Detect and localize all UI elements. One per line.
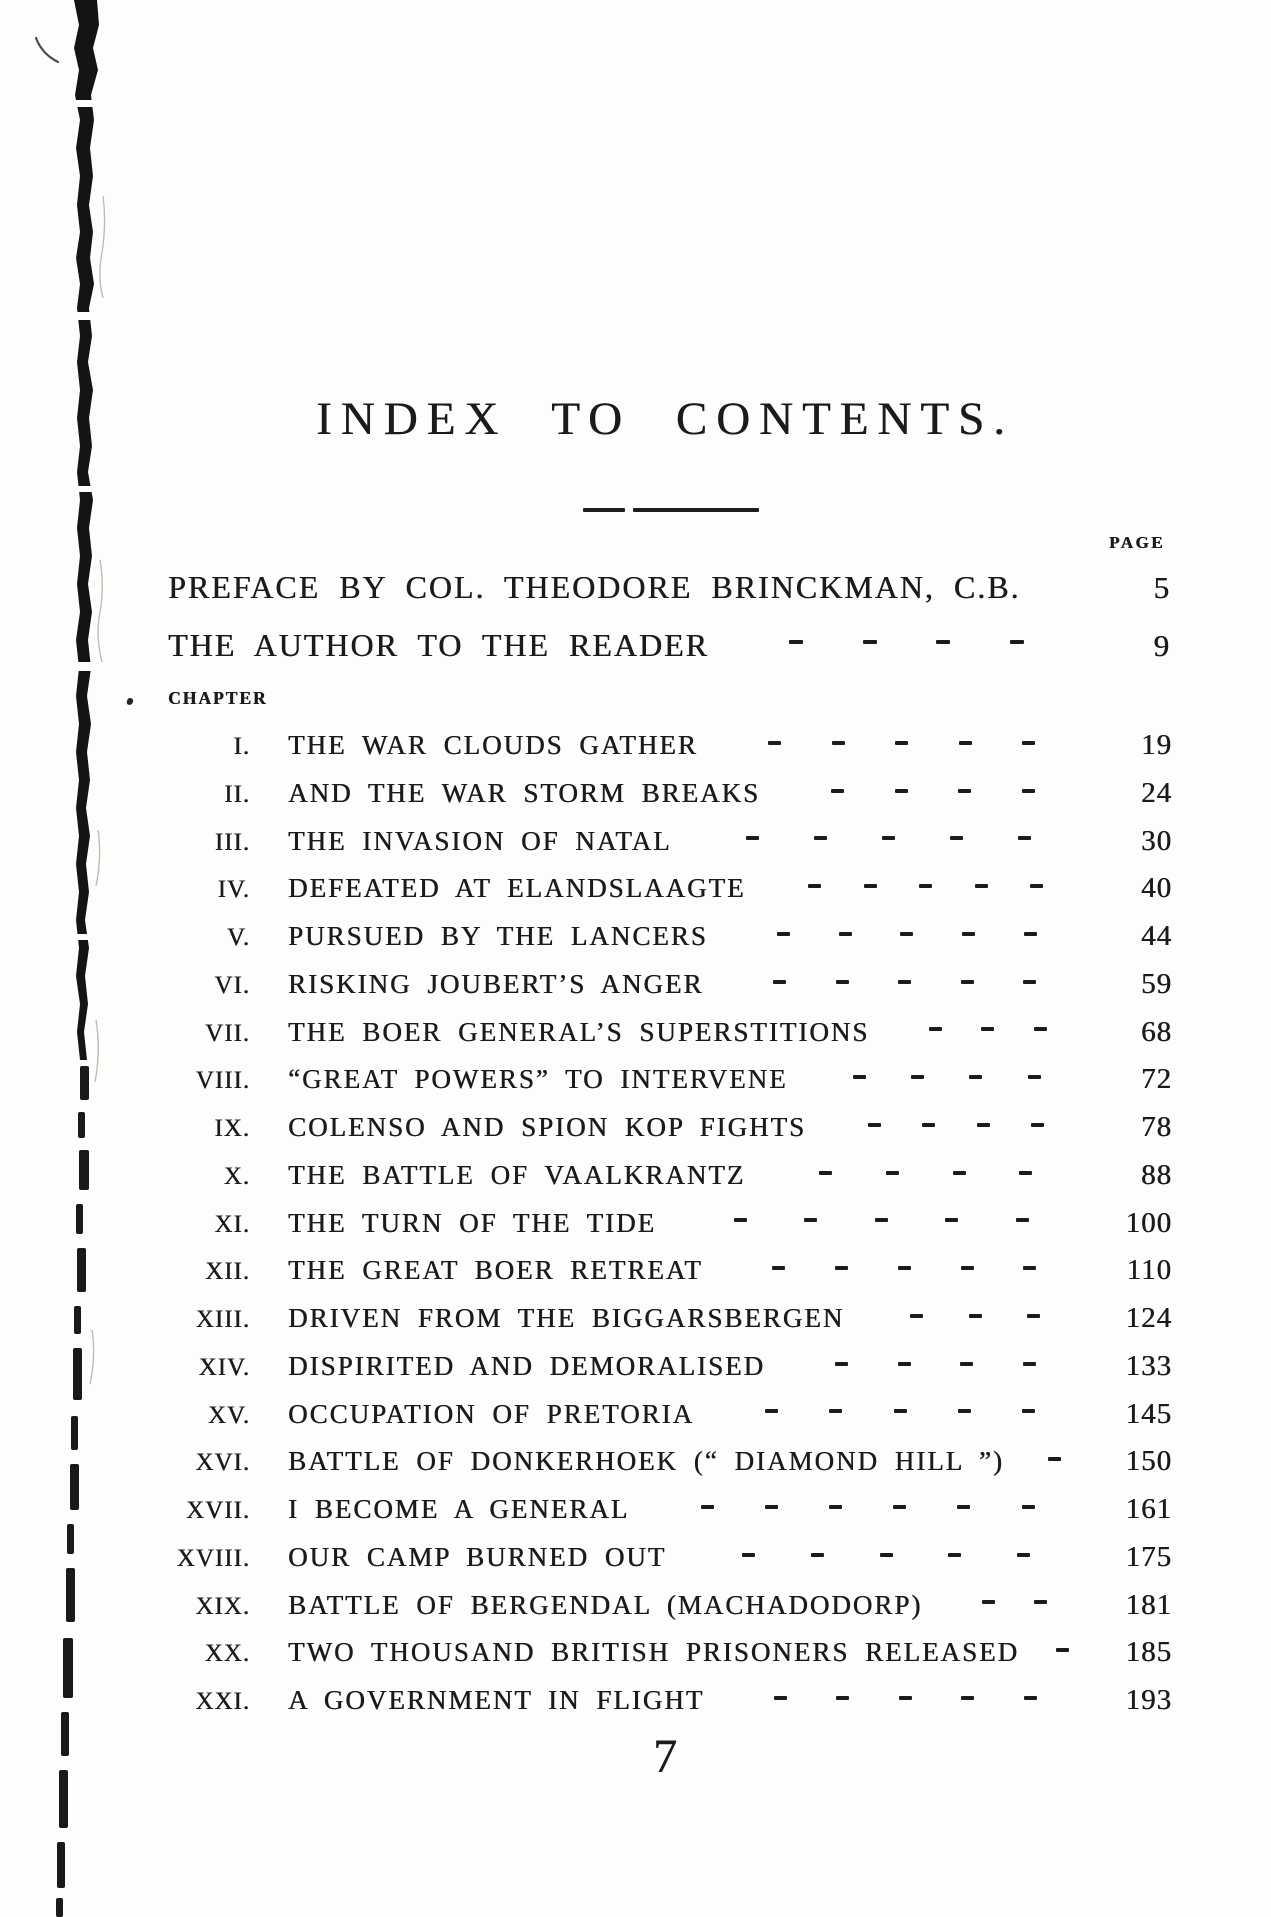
leader-dash bbox=[962, 932, 975, 936]
front-matter-list bbox=[160, 558, 1170, 674]
entry-title: OUR CAMP BURNED OUT bbox=[288, 1541, 667, 1572]
leader-dash bbox=[969, 1314, 982, 1318]
entry-page-number: 5 bbox=[1153, 570, 1170, 605]
leader-dash bbox=[832, 741, 845, 745]
leader-dash bbox=[734, 1218, 747, 1222]
leader-dash bbox=[1024, 1696, 1037, 1700]
leader-dash bbox=[765, 1505, 778, 1509]
dash-leader bbox=[724, 1677, 1086, 1725]
leader-dash bbox=[1030, 884, 1043, 888]
chapter-numeral: XIX. bbox=[195, 1592, 250, 1620]
chapter-numeral: XII. bbox=[205, 1258, 250, 1286]
leader-dash bbox=[948, 1553, 961, 1557]
entry-page-number: 40 bbox=[1141, 872, 1172, 905]
leader-dash bbox=[960, 1362, 973, 1366]
dash-leader bbox=[729, 616, 1084, 674]
leader-dash bbox=[1016, 1218, 1029, 1222]
entry-title: BATTLE OF DONKERHOEK (“ DIAMOND HILL ”) bbox=[288, 1446, 1004, 1477]
leader-dash bbox=[900, 932, 913, 936]
leader-dash bbox=[981, 1027, 994, 1031]
dash-leader bbox=[765, 865, 1086, 913]
dash-leader bbox=[780, 770, 1086, 818]
leader-dash bbox=[814, 836, 827, 840]
chapter-numeral: VIII. bbox=[195, 1067, 250, 1095]
chapter-numeral: VI. bbox=[214, 971, 250, 999]
chapter-numeral: XVIII. bbox=[176, 1544, 250, 1572]
leader-dash bbox=[811, 1553, 824, 1557]
entry-title: BATTLE OF BERGENDAL (MACHADODORP) bbox=[288, 1589, 923, 1620]
leader-dash bbox=[829, 1505, 842, 1509]
leader-dash bbox=[746, 836, 759, 840]
contents-row bbox=[160, 1009, 1172, 1057]
leader-dash bbox=[835, 1362, 848, 1366]
leader-dash bbox=[1028, 1075, 1041, 1079]
entry-title: PREFACE BY COL. THEODORE BRINCKMAN, C.B. bbox=[168, 569, 1021, 605]
dash-leader bbox=[808, 1056, 1086, 1104]
contents-row bbox=[160, 1391, 1172, 1439]
entry-page-number: 68 bbox=[1141, 1015, 1172, 1048]
dash-leader bbox=[785, 1343, 1086, 1391]
leader-dash bbox=[1022, 1505, 1035, 1509]
chapter-numeral: III. bbox=[214, 828, 250, 856]
chapter-numeral: VII. bbox=[205, 1019, 250, 1047]
entry-page-number: 9 bbox=[1153, 628, 1170, 663]
leader-dash bbox=[950, 836, 963, 840]
chapter-numeral: XVI. bbox=[195, 1449, 250, 1477]
leader-dash bbox=[893, 1505, 906, 1509]
leader-dash bbox=[868, 1123, 881, 1127]
chapter-numeral: XIV. bbox=[198, 1353, 250, 1381]
leader-dash bbox=[958, 1409, 971, 1413]
chapter-numeral: XIII. bbox=[195, 1306, 250, 1333]
contents-row bbox=[160, 1295, 1172, 1343]
leader-dash bbox=[774, 1696, 787, 1700]
title-divider-rule bbox=[583, 508, 763, 512]
entry-page-number: 175 bbox=[1125, 1540, 1172, 1573]
entry-title: THE GREAT BOER RETREAT bbox=[288, 1255, 703, 1286]
contents-row bbox=[160, 722, 1172, 770]
entry-title: TWO THOUSAND BRITISH PRISONERS RELEASED bbox=[288, 1637, 1020, 1668]
leader-dash bbox=[1027, 1314, 1040, 1318]
contents-row bbox=[160, 818, 1172, 866]
leader-dash bbox=[1019, 1171, 1032, 1175]
rule-segment bbox=[583, 508, 625, 512]
leader-dash bbox=[1022, 1409, 1035, 1413]
leader-dash bbox=[895, 741, 908, 745]
entry-page-number: 181 bbox=[1125, 1588, 1172, 1621]
leader-dash bbox=[829, 1409, 842, 1413]
contents-row bbox=[160, 1582, 1172, 1630]
leader-dash bbox=[982, 1600, 995, 1604]
page-title: INDEX TO CONTENTS. bbox=[316, 393, 1014, 445]
dash-leader bbox=[864, 1295, 1086, 1343]
entry-title: DISPIRITED AND DEMORALISED bbox=[288, 1350, 765, 1381]
contents-row bbox=[160, 961, 1172, 1009]
leader-dash bbox=[835, 1266, 848, 1270]
contents-row bbox=[160, 1534, 1172, 1582]
leader-dash bbox=[894, 1409, 907, 1413]
folio-page-number: 7 bbox=[653, 1730, 677, 1783]
leader-dash bbox=[898, 980, 911, 984]
dash-leader bbox=[1024, 1438, 1086, 1486]
contents-row bbox=[160, 865, 1172, 913]
leader-dash bbox=[1023, 1362, 1036, 1366]
dash-leader bbox=[649, 1486, 1086, 1534]
entry-page-number: 19 bbox=[1141, 729, 1172, 761]
dash-leader bbox=[718, 722, 1086, 770]
entry-title: A GOVERNMENT IN FLIGHT bbox=[288, 1685, 705, 1715]
entry-title: I BECOME A GENERAL bbox=[288, 1494, 630, 1524]
contents-row bbox=[160, 1056, 1172, 1104]
entry-title: THE BATTLE OF VAALKRANTZ bbox=[288, 1159, 746, 1190]
entry-page-number: 185 bbox=[1125, 1636, 1172, 1669]
leader-dash bbox=[911, 1075, 924, 1079]
entry-page-number: 161 bbox=[1125, 1493, 1172, 1525]
leader-dash bbox=[1017, 1553, 1030, 1557]
leader-dash bbox=[945, 1218, 958, 1222]
leader-dash bbox=[958, 789, 971, 793]
leader-dash bbox=[929, 1027, 942, 1031]
dash-leader bbox=[686, 1534, 1086, 1582]
contents-row bbox=[160, 1343, 1172, 1391]
entry-page-number: 110 bbox=[1126, 1254, 1172, 1287]
entry-title: THE AUTHOR TO THE READER bbox=[168, 627, 709, 663]
leader-dash bbox=[853, 1075, 866, 1079]
contents-row bbox=[160, 616, 1170, 674]
contents-row bbox=[160, 913, 1172, 961]
leader-dash bbox=[789, 640, 803, 644]
chapter-numeral: IX. bbox=[214, 1115, 250, 1142]
entry-page-number: 88 bbox=[1141, 1158, 1172, 1191]
dash-leader bbox=[1040, 558, 1084, 616]
entry-title: THE TURN OF THE TIDE bbox=[288, 1207, 656, 1238]
entry-title: THE INVASION OF NATAL bbox=[288, 825, 672, 856]
leader-dash bbox=[1023, 1266, 1036, 1270]
entry-page-number: 72 bbox=[1141, 1063, 1172, 1096]
entry-title: PURSUED BY THE LANCERS bbox=[288, 921, 708, 951]
chapter-numeral: X. bbox=[223, 1162, 250, 1190]
entry-page-number: 30 bbox=[1141, 824, 1172, 857]
dash-leader bbox=[723, 1247, 1086, 1295]
entry-page-number: 59 bbox=[1141, 967, 1172, 1000]
dash-leader bbox=[765, 1152, 1086, 1200]
dash-leader bbox=[1039, 1629, 1086, 1677]
chapter-numeral: XVII. bbox=[185, 1497, 250, 1524]
leader-dash bbox=[1034, 1600, 1047, 1604]
leader-dash bbox=[1010, 640, 1024, 644]
leader-dash bbox=[953, 1171, 966, 1175]
leader-dash bbox=[1018, 836, 1031, 840]
chapter-numeral: XXI. bbox=[195, 1688, 250, 1715]
leader-dash bbox=[772, 1266, 785, 1270]
leader-dash bbox=[742, 1553, 755, 1557]
leader-dash bbox=[831, 789, 844, 793]
leader-dash bbox=[922, 1123, 935, 1127]
dash-leader bbox=[714, 1391, 1086, 1439]
rule-segment bbox=[633, 508, 759, 512]
leader-dash bbox=[961, 980, 974, 984]
chapter-numeral: II. bbox=[224, 780, 250, 808]
entry-page-number: 145 bbox=[1125, 1397, 1172, 1430]
contents-row bbox=[160, 1486, 1172, 1534]
dash-leader bbox=[723, 961, 1086, 1009]
leader-dash bbox=[886, 1171, 899, 1175]
entry-title: “GREAT POWERS” TO INTERVENE bbox=[288, 1064, 788, 1095]
entry-title: DEFEATED AT ELANDSLAAGTE bbox=[288, 873, 746, 904]
entry-page-number: 44 bbox=[1141, 920, 1172, 952]
leader-dash bbox=[777, 932, 790, 936]
entry-title: COLENSO AND SPION KOP FIGHTS bbox=[288, 1112, 807, 1142]
entry-title: OCCUPATION OF PRETORIA bbox=[288, 1398, 695, 1429]
contents-row bbox=[160, 1152, 1172, 1200]
entry-page-number: 78 bbox=[1141, 1111, 1172, 1143]
leader-dash bbox=[768, 741, 781, 745]
chapter-numeral: I. bbox=[233, 733, 250, 760]
leader-dash bbox=[895, 789, 908, 793]
leader-dash bbox=[1034, 1027, 1047, 1031]
chapter-numeral: XV. bbox=[207, 1401, 250, 1429]
contents-row bbox=[160, 1438, 1172, 1486]
entry-title: THE BOER GENERAL’S SUPERSTITIONS bbox=[288, 1016, 870, 1047]
chapter-numeral: XI. bbox=[214, 1210, 250, 1238]
chapter-numeral: IV. bbox=[217, 876, 250, 904]
dash-leader bbox=[889, 1009, 1086, 1057]
chapter-numeral: XX. bbox=[204, 1640, 250, 1668]
entry-title: DRIVEN FROM THE BIGGARSBERGEN bbox=[288, 1303, 845, 1333]
leader-dash bbox=[910, 1314, 923, 1318]
contents-row bbox=[160, 1104, 1172, 1152]
leader-dash bbox=[701, 1505, 714, 1509]
contents-row bbox=[160, 1247, 1172, 1295]
contents-row bbox=[160, 558, 1170, 616]
dash-leader bbox=[942, 1582, 1086, 1630]
leader-dash bbox=[1048, 1457, 1061, 1461]
dash-leader bbox=[826, 1104, 1086, 1152]
leader-dash bbox=[836, 980, 849, 984]
entry-page-number: 133 bbox=[1125, 1349, 1172, 1382]
leader-dash bbox=[977, 1123, 990, 1127]
leader-dash bbox=[1056, 1648, 1069, 1652]
leader-dash bbox=[808, 884, 821, 888]
entry-title: THE WAR CLOUDS GATHER bbox=[288, 730, 698, 760]
chapter-column-header: CHAPTER bbox=[168, 688, 268, 708]
page-column-header: PAGE bbox=[1109, 533, 1165, 552]
entry-page-number: 100 bbox=[1125, 1206, 1172, 1239]
leader-dash bbox=[975, 884, 988, 888]
leader-dash bbox=[959, 741, 972, 745]
leader-dash bbox=[898, 1362, 911, 1366]
entry-page-number: 193 bbox=[1125, 1684, 1172, 1716]
leader-dash bbox=[969, 1075, 982, 1079]
contents-row bbox=[160, 770, 1172, 818]
leader-dash bbox=[919, 884, 932, 888]
entry-page-number: 124 bbox=[1125, 1302, 1172, 1334]
leader-dash bbox=[1031, 1123, 1044, 1127]
leader-dash bbox=[880, 1553, 893, 1557]
entry-title: RISKING JOUBERT’S ANGER bbox=[288, 968, 704, 999]
contents-row bbox=[160, 1629, 1172, 1677]
leader-dash bbox=[804, 1218, 817, 1222]
leader-dash bbox=[773, 980, 786, 984]
contents-row bbox=[160, 1677, 1172, 1725]
leader-dash bbox=[839, 932, 852, 936]
leader-dash bbox=[898, 1266, 911, 1270]
leader-dash bbox=[864, 884, 877, 888]
leader-dash bbox=[936, 640, 950, 644]
entry-title: AND THE WAR STORM BREAKS bbox=[288, 777, 761, 808]
contents-row bbox=[160, 1200, 1172, 1248]
leader-dash bbox=[819, 1171, 832, 1175]
dash-leader bbox=[692, 818, 1086, 866]
leader-dash bbox=[961, 1696, 974, 1700]
chapter-numeral: V. bbox=[226, 924, 250, 951]
binding-edge-artifact bbox=[0, 0, 150, 1917]
leader-dash bbox=[882, 836, 895, 840]
leader-dash bbox=[957, 1505, 970, 1509]
leader-dash bbox=[836, 1696, 849, 1700]
entry-page-number: 150 bbox=[1125, 1445, 1172, 1478]
leader-dash bbox=[961, 1266, 974, 1270]
chapter-list bbox=[160, 722, 1172, 1725]
leader-dash bbox=[899, 1696, 912, 1700]
leader-dash bbox=[1024, 932, 1037, 936]
leader-dash bbox=[765, 1409, 778, 1413]
leader-dash bbox=[1022, 789, 1035, 793]
leader-dash bbox=[1023, 980, 1036, 984]
entry-page-number: 24 bbox=[1141, 776, 1172, 809]
leader-dash bbox=[1022, 741, 1035, 745]
dash-leader bbox=[676, 1200, 1086, 1248]
dash-leader bbox=[728, 913, 1086, 961]
leader-dash bbox=[875, 1218, 888, 1222]
leader-dash bbox=[863, 640, 877, 644]
